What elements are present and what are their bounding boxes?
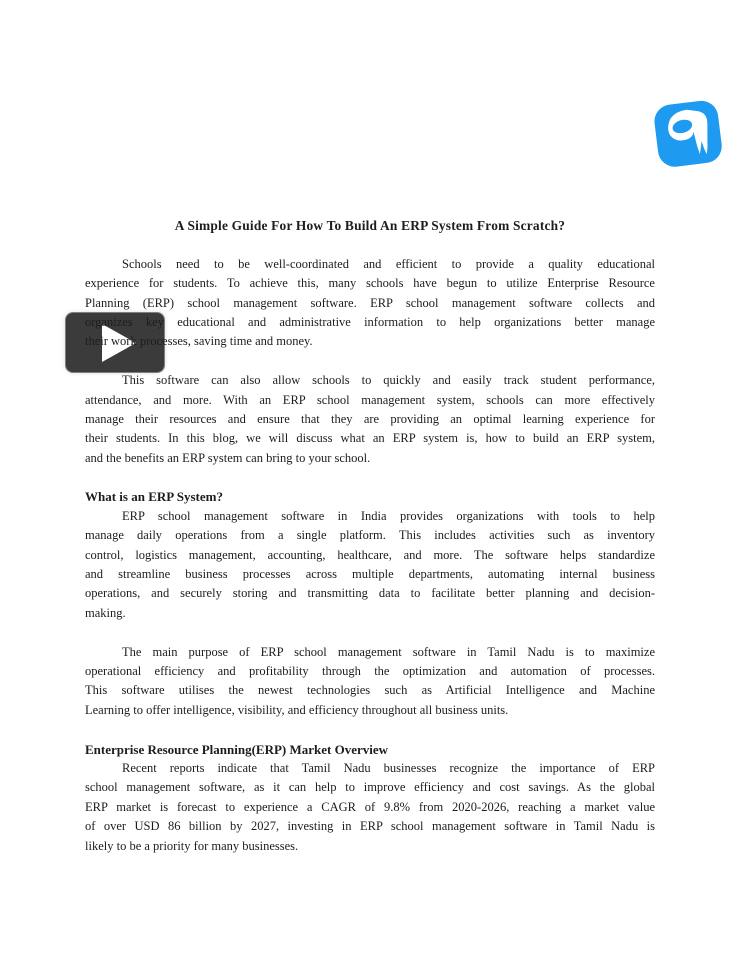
paragraph-line: their work processes, saving time and money. <box>85 334 313 349</box>
paragraph <box>85 507 655 623</box>
paragraph <box>85 371 655 468</box>
paragraph <box>85 255 655 352</box>
paragraph-line: control, logistics management, accounting, healthcare, and more. The software helps standardize <box>85 547 655 562</box>
section-heading: What is an ERP System? <box>85 489 223 505</box>
paragraph-line: This software can also allow schools to quickly and easily track student performance, <box>122 373 655 388</box>
paragraph-line: their students. In this blog, we will discuss what an ERP system is, how to build an ERP system, <box>85 431 655 446</box>
paragraph-line: operational efficiency and profitability through the optimization and automation of processes. <box>85 664 655 679</box>
paragraph-line: ERP market is forecast to experience a CAGR of 9.8% from 2020-2026, reaching a market value <box>85 799 655 814</box>
paragraph-line: Schools need to be well-coordinated and efficient to provide a quality educational <box>122 256 655 271</box>
paragraph-line: operations, and securely storing and transmitting data to facilitate better planning and decision- <box>85 586 655 601</box>
paragraph <box>85 759 655 856</box>
paragraph-line: and streamline business processes across multiple departments, automating internal business <box>85 567 655 582</box>
brand-logo-icon <box>648 93 728 173</box>
doc-title: A Simple Guide For How To Build An ERP System From Scratch? <box>174 218 566 233</box>
paragraph-line: ERP school management software in India provides organizations with tools to help <box>122 508 655 523</box>
paragraph-line: manage their resources and ensure that they are providing an optimal learning experience for <box>85 411 655 426</box>
paragraph-line: of over USD 86 billion by 2027, investing in ERP school management software in Tamil Nadu is <box>85 819 655 834</box>
paragraph-line: school management software, as it can help to improve efficiency and cost savings. As the global <box>85 780 655 795</box>
paragraph-line: organizes key educational and administrative information to help organizations better manage <box>85 314 655 329</box>
paragraph-line: This software utilises the newest technologies such as Artificial Intelligence and Machine <box>85 683 655 698</box>
paragraph-line: making. <box>85 605 126 620</box>
section-heading: Enterprise Resource Planning(ERP) Market Overview <box>85 741 389 757</box>
paragraph <box>85 643 655 721</box>
paragraph-line: manage daily operations from a single platform. This includes activities such as inventory <box>85 528 655 543</box>
paragraph-line: likely to be a priority for many businesses. <box>85 838 299 853</box>
paragraph-line: Recent reports indicate that Tamil Nadu businesses recognize the importance of ERP <box>122 760 655 775</box>
paragraph-line: attendance, and more. With an ERP school management system, schools can more effectively <box>85 392 655 407</box>
paragraph-line: and the benefits an ERP system can bring to your school. <box>85 450 371 465</box>
paragraph-line: Learning to offer intelligence, visibility, and efficiency throughout all business units. <box>85 702 509 717</box>
brand-logo[interactable] <box>648 93 728 173</box>
document-blocks <box>85 0 655 856</box>
paragraph-line: The main purpose of ERP school management software in Tamil Nadu is to maximize <box>122 644 655 659</box>
paragraph-line: Planning (ERP) school management software. ERP school management software collects and <box>85 295 655 310</box>
paragraph-line: experience for students. To achieve this, many schools have begun to utilize Enterprise Resource <box>85 276 655 291</box>
